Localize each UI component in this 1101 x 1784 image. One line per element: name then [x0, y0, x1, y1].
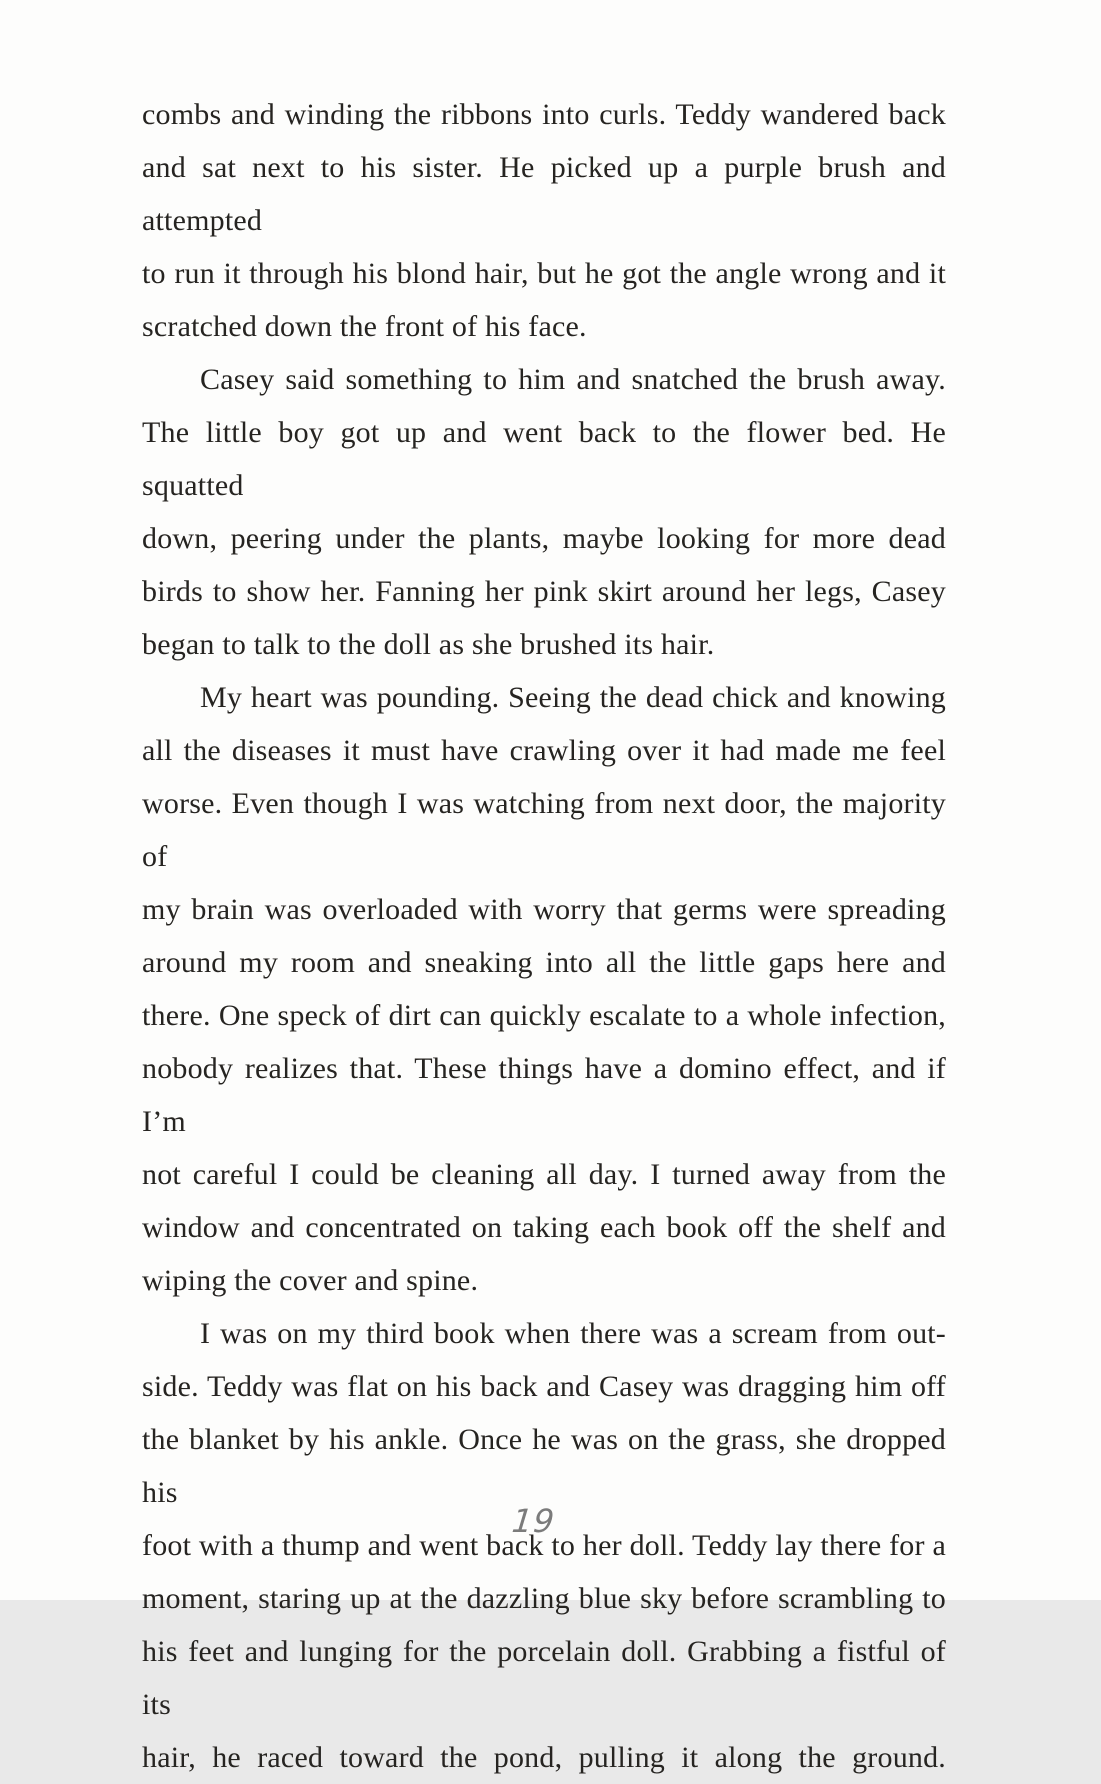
text-line: birds to show her. Fanning her pink skirt around her legs, Casey: [142, 575, 946, 608]
text-line: The little boy got up and went back to the flower bed. He squatted: [142, 416, 946, 502]
text-line: his feet and lunging for the porcelain doll. Grabbing a fistful of its: [142, 1635, 946, 1721]
text-line: Casey said something to him and snatched the brush away.: [200, 363, 946, 396]
text-line: my brain was overloaded with worry that germs were spreading: [142, 893, 946, 926]
text-line: not careful I could be cleaning all day. I turned away from the: [142, 1158, 946, 1191]
text-line: and sat next to his sister. He picked up a purple brush and attempted: [142, 151, 946, 237]
text-line: nobody realizes that. These things have a domino effect, and if I’m: [142, 1052, 946, 1138]
text-line: I was on my third book when there was a scream from out-: [200, 1317, 946, 1350]
text-line: the blanket by his ankle. Once he was on the grass, she dropped his: [142, 1423, 946, 1509]
text-line: combs and winding the ribbons into curls. Teddy wandered back: [142, 98, 946, 131]
text-line: down, peering under the plants, maybe looking for more dead: [142, 522, 946, 555]
text-line: there. One speck of dirt can quickly escalate to a whole infection,: [142, 999, 946, 1032]
text-line: to run it through his blond hair, but he got the angle wrong and it: [142, 257, 946, 290]
text-line: moment, staring up at the dazzling blue sky before scrambling to: [142, 1582, 946, 1615]
text-line: wiping the cover and spine.: [142, 1264, 479, 1297]
text-line: foot with a thump and went back to her doll. Teddy lay there for a: [142, 1529, 946, 1562]
text-line: side. Teddy was flat on his back and Casey was dragging him off: [142, 1370, 946, 1403]
text-line: all the diseases it must have crawling over it had made me feel: [142, 734, 946, 767]
text-line: around my room and sneaking into all the little gaps here and: [142, 946, 946, 979]
page-number: 19: [510, 1502, 557, 1540]
text-line: hair, he raced toward the pond, pulling it along the ground.: [142, 1741, 946, 1774]
text-line: began to talk to the doll as she brushed its hair.: [142, 628, 715, 661]
text-line: window and concentrated on taking each book off the shelf and: [142, 1211, 946, 1244]
text-line: worse. Even though I was watching from next door, the majority of: [142, 787, 946, 873]
text-line: scratched down the front of his face.: [142, 310, 587, 343]
text-line: My heart was pounding. Seeing the dead chick and knowing: [200, 681, 946, 714]
